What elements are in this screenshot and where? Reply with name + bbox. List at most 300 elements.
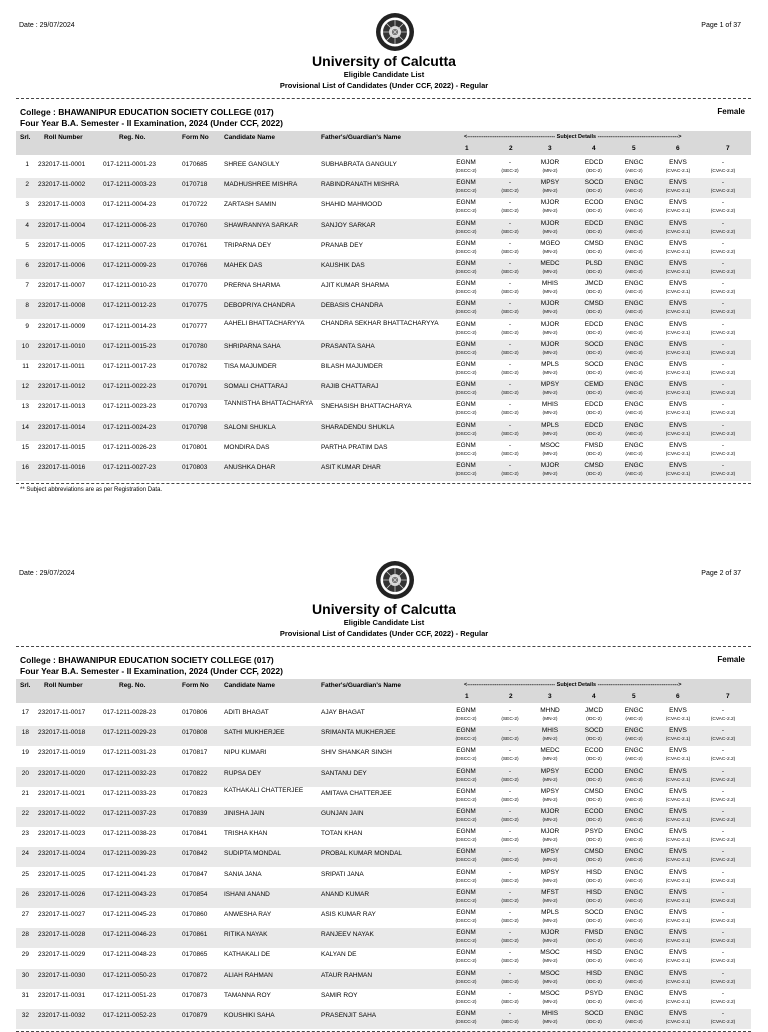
row-form-number: 0170806 xyxy=(182,709,208,716)
row-subject-6: ENVS xyxy=(669,401,687,409)
row-roll-number: 232017-11-0014 xyxy=(38,423,86,431)
row-subject-2-code: (SEC-2) xyxy=(501,411,519,417)
row-srl: 5 xyxy=(25,241,29,249)
col-srl: Srl. xyxy=(20,134,31,141)
row-srl: 7 xyxy=(25,282,29,290)
col-name: Candidate Name xyxy=(224,682,275,689)
row-subject-4: FMSD xyxy=(584,441,604,449)
row-subject-1: EGNM xyxy=(456,868,476,876)
row-roll-number: 232017-11-0029 xyxy=(38,951,86,959)
col-subject-3: 3 xyxy=(548,145,552,152)
row-subject-5-code: (AEC-2) xyxy=(625,959,643,965)
list-title: Eligible Candidate List xyxy=(343,70,425,79)
row-father-name: ATAUR RAHMAN xyxy=(321,971,373,979)
row-subject-7-code: (CVAC-2.2) xyxy=(710,717,736,722)
row-subject-6-code: (CVAC-2.1) xyxy=(665,858,691,864)
row-subject-1-code: (DSCC-2) xyxy=(455,858,477,864)
exam-name: Four Year B.A. Semester - II Examination, 2024 (Under CCF, 2022) xyxy=(20,666,283,676)
page-number: Page 1 of 37 xyxy=(701,22,741,29)
row-reg-number: 017-1211-0003-23 xyxy=(103,181,157,189)
table-row xyxy=(16,969,751,989)
row-subject-5: ENGC xyxy=(624,969,644,977)
row-subject-2-code: (SEC-2) xyxy=(501,169,519,174)
row-subject-7-code: (CVAC-2.2) xyxy=(710,919,736,924)
row-subject-1-code: (DSCC-2) xyxy=(455,270,477,275)
row-subject-6: ENVS xyxy=(669,828,687,836)
row-subject-4: CMSD xyxy=(584,300,604,308)
table-header xyxy=(16,679,751,703)
row-roll-number: 232017-11-0001 xyxy=(38,161,86,168)
row-subject-3: MPLS xyxy=(541,421,559,429)
row-subject-1-code: (DSCC-2) xyxy=(455,371,477,376)
row-subject-5-code: (AEC-2) xyxy=(625,777,643,783)
row-subject-5: ENGC xyxy=(624,300,644,308)
row-father-name: BILASH MAJUMDER xyxy=(321,363,383,370)
row-subject-6: ENVS xyxy=(669,340,687,348)
row-roll-number: 232017-11-0024 xyxy=(38,850,86,858)
row-subject-5: ENGC xyxy=(624,909,644,916)
row-subject-5-code: (AEC-2) xyxy=(625,898,643,904)
row-subject-4: PLSD xyxy=(585,260,603,267)
row-subject-5-code: (AEC-2) xyxy=(625,818,643,823)
col-roll: Roll Number xyxy=(44,682,83,689)
row-subject-7: - xyxy=(721,929,725,937)
row-subject-4: ECOD xyxy=(584,808,604,815)
row-candidate-name: RITIKA NAYAK xyxy=(224,931,268,939)
row-subject-3: MPLS xyxy=(541,909,559,916)
row-subject-5-code: (AEC-2) xyxy=(625,451,643,457)
row-subject-3: MGEO xyxy=(540,239,560,247)
row-subject-5-code: (AEC-2) xyxy=(625,797,643,803)
row-subject-7-code: (CVAC-2.2) xyxy=(710,818,736,823)
row-roll-number: 232017-11-0019 xyxy=(38,749,86,757)
row-candidate-name: SALONI SHUKLA xyxy=(224,423,276,431)
row-srl: 20 xyxy=(21,769,29,777)
row-reg-number: 017-1211-0029-23 xyxy=(103,729,157,737)
col-subject-6: 6 xyxy=(676,693,680,700)
row-roll-number: 232017-11-0013 xyxy=(38,403,86,411)
row-subject-6: ENVS xyxy=(669,787,687,795)
row-subject-1: EGNM xyxy=(456,767,476,775)
row-roll-number: 232017-11-0027 xyxy=(38,911,86,918)
row-subject-4-code: (IDC-2) xyxy=(586,1020,602,1025)
row-form-number: 0170822 xyxy=(182,769,208,777)
row-subject-7: - xyxy=(721,969,725,977)
row-reg-number: 017-1211-0052-23 xyxy=(103,1012,157,1019)
row-candidate-name: KATHAKALI DE xyxy=(224,951,271,959)
row-form-number: 0170798 xyxy=(182,423,208,431)
table-row xyxy=(16,948,751,968)
row-subject-3-code: (MN-2) xyxy=(542,838,558,844)
row-subject-6: ENVS xyxy=(669,989,687,997)
row-subject-2: - xyxy=(508,219,512,227)
row-form-number: 0170801 xyxy=(182,443,208,451)
print-date: Date : 29/07/2024 xyxy=(19,22,75,29)
row-roll-number: 232017-11-0007 xyxy=(38,282,86,290)
page-number: Page 2 of 37 xyxy=(701,570,741,577)
row-father-name: TOTAN KHAN xyxy=(321,830,363,838)
table-row xyxy=(16,299,751,319)
row-subject-1: EGNM xyxy=(456,401,476,409)
row-subject-3: MJOR xyxy=(540,300,560,308)
col-subject-7: 7 xyxy=(726,145,730,152)
col-roll: Roll Number xyxy=(44,134,83,141)
row-subject-2-code: (SEC-2) xyxy=(501,451,519,457)
row-subject-1: EGNM xyxy=(456,949,476,957)
row-subject-2-code: (SEC-2) xyxy=(501,898,519,904)
table-row xyxy=(16,340,751,360)
row-subject-3-code: (MN-2) xyxy=(542,290,558,296)
col-father: Father's/Guardian's Name xyxy=(321,134,402,141)
row-candidate-name: DEBOPRIYA CHANDRA xyxy=(224,302,296,310)
row-subject-7-code: (CVAC-2.2) xyxy=(710,310,736,316)
row-roll-number: 232017-11-0026 xyxy=(38,890,86,898)
row-subject-6-code: (CVAC-2.1) xyxy=(665,818,691,823)
row-subject-3-code: (MN-2) xyxy=(542,371,558,376)
row-subject-2: - xyxy=(508,828,512,836)
row-subject-1-code: (DSCC-2) xyxy=(455,431,477,437)
divider xyxy=(16,483,751,484)
table-row xyxy=(16,279,751,299)
row-subject-7-code: (CVAC-2.2) xyxy=(710,979,736,985)
row-subject-1: EGNM xyxy=(456,340,476,348)
university-name: University of Calcutta xyxy=(312,601,456,617)
row-subject-2-code: (SEC-2) xyxy=(501,757,519,763)
row-subject-7-code: (CVAC-2.2) xyxy=(710,330,736,336)
table-row xyxy=(16,461,751,481)
row-subject-6-code: (CVAC-2.1) xyxy=(665,411,691,417)
table-row xyxy=(16,807,751,827)
row-subject-7-code: (CVAC-2.2) xyxy=(710,939,736,945)
row-subject-7: - xyxy=(721,787,725,795)
table-row xyxy=(16,908,751,928)
row-subject-5-code: (AEC-2) xyxy=(625,371,643,376)
row-father-name: SNEHASISH BHATTACHARYA xyxy=(321,403,412,411)
row-srl: 22 xyxy=(21,810,29,817)
col-subject-2: 2 xyxy=(509,145,513,152)
row-subject-6-code: (CVAC-2.1) xyxy=(665,1020,691,1025)
row-subject-6-code: (CVAC-2.1) xyxy=(665,189,691,195)
row-form-number: 0170793 xyxy=(182,403,208,411)
row-subject-1: EGNM xyxy=(456,909,476,916)
row-subject-4: HISD xyxy=(586,868,602,876)
row-subject-5: ENGC xyxy=(624,747,644,755)
row-subject-4: HISD xyxy=(586,888,602,896)
row-subject-3-code: (MN-2) xyxy=(542,999,558,1005)
row-reg-number: 017-1211-0006-23 xyxy=(103,221,157,229)
row-subject-7: - xyxy=(721,280,725,288)
row-candidate-name: SANIA JANA xyxy=(224,870,262,878)
row-subject-7: - xyxy=(721,260,725,267)
row-subject-4: CEMD xyxy=(584,381,604,389)
row-subject-7-code: (CVAC-2.2) xyxy=(710,371,736,376)
col-subject-7: 7 xyxy=(726,693,730,700)
row-subject-6-code: (CVAC-2.1) xyxy=(665,451,691,457)
row-subject-3: MJOR xyxy=(540,320,560,328)
row-form-number: 0170760 xyxy=(182,221,208,229)
row-subject-5: ENGC xyxy=(624,260,644,267)
row-subject-4: SOCD xyxy=(584,179,604,187)
row-subject-6-code: (CVAC-2.1) xyxy=(665,919,691,924)
row-subject-6-code: (CVAC-2.1) xyxy=(665,757,691,763)
row-subject-3-code: (MN-2) xyxy=(542,898,558,904)
row-roll-number: 232017-11-0005 xyxy=(38,241,86,249)
row-subject-3: MHIS xyxy=(541,727,559,735)
row-form-number: 0170780 xyxy=(182,342,208,350)
row-subject-1: EGNM xyxy=(456,888,476,896)
row-subject-1-code: (DSCC-2) xyxy=(455,898,477,904)
row-subject-3: MSOC xyxy=(540,969,560,977)
row-subject-6: ENVS xyxy=(669,320,687,328)
row-subject-2: - xyxy=(508,767,512,775)
row-subject-5: ENGC xyxy=(624,361,644,368)
row-subject-1-code: (DSCC-2) xyxy=(455,249,477,255)
row-subject-6-code: (CVAC-2.1) xyxy=(665,999,691,1005)
row-subject-2-code: (SEC-2) xyxy=(501,209,519,215)
row-subject-4: CMSD xyxy=(584,462,604,469)
row-srl: 2 xyxy=(25,181,29,189)
row-subject-4-code: (IDC-2) xyxy=(586,939,602,945)
row-candidate-name: ALIAH RAHMAN xyxy=(224,971,273,979)
row-candidate-name: TAMANNA ROY xyxy=(224,991,271,999)
row-subject-4-code: (IDC-2) xyxy=(586,209,602,215)
row-srl: 31 xyxy=(21,991,29,999)
university-seal-icon xyxy=(374,11,416,53)
row-father-name: SHARADENDU SHUKLA xyxy=(321,423,395,431)
row-subject-7: - xyxy=(721,219,725,227)
row-subject-1: EGNM xyxy=(456,787,476,795)
row-subject-6: ENVS xyxy=(669,441,687,449)
row-subject-1-code: (DSCC-2) xyxy=(455,979,477,985)
row-subject-5: ENGC xyxy=(624,828,644,836)
row-subject-3-code: (MN-2) xyxy=(542,979,558,985)
row-subject-4-code: (IDC-2) xyxy=(586,979,602,985)
row-subject-6-code: (CVAC-2.1) xyxy=(665,350,691,356)
row-subject-5: ENGC xyxy=(624,848,644,856)
row-form-number: 0170777 xyxy=(182,322,208,330)
row-subject-6-code: (CVAC-2.1) xyxy=(665,939,691,945)
row-subject-5-code: (AEC-2) xyxy=(625,1020,643,1025)
row-roll-number: 232017-11-0020 xyxy=(38,769,86,777)
row-srl: 30 xyxy=(21,971,29,979)
row-subject-7: - xyxy=(721,747,725,755)
row-subject-2-code: (SEC-2) xyxy=(501,979,519,985)
row-subject-7-code: (CVAC-2.2) xyxy=(710,411,736,417)
row-subject-4: PSYD xyxy=(585,989,603,997)
row-subject-3-code: (MN-2) xyxy=(542,169,558,174)
table-row xyxy=(16,158,751,178)
row-subject-2-code: (SEC-2) xyxy=(501,350,519,356)
row-subject-5-code: (AEC-2) xyxy=(625,878,643,884)
row-subject-3: MPSY xyxy=(540,179,560,187)
row-subject-2: - xyxy=(508,1010,512,1017)
divider xyxy=(16,646,751,647)
row-form-number: 0170782 xyxy=(182,363,208,370)
row-subject-3: MHND xyxy=(540,707,560,714)
row-subject-3: MHIS xyxy=(541,280,559,288)
row-subject-5: ENGC xyxy=(624,159,644,166)
row-subject-5-code: (AEC-2) xyxy=(625,919,643,924)
row-candidate-name: ANUSHKA DHAR xyxy=(224,464,276,471)
row-subject-7: - xyxy=(721,361,725,368)
row-subject-4: HISD xyxy=(586,949,602,957)
table-row xyxy=(16,320,751,340)
row-father-name: SUBHABRATA GANGULY xyxy=(321,161,397,168)
row-subject-4-code: (IDC-2) xyxy=(586,451,602,457)
row-candidate-name: PRERNA SHARMA xyxy=(224,282,281,290)
row-subject-4-code: (IDC-2) xyxy=(586,290,602,296)
row-subject-7: - xyxy=(721,381,725,389)
table-row xyxy=(16,989,751,1009)
row-reg-number: 017-1211-0009-23 xyxy=(103,262,157,269)
row-subject-2-code: (SEC-2) xyxy=(501,797,519,803)
col-reg: Reg. No. xyxy=(119,134,146,141)
row-subject-4: CMSD xyxy=(584,239,604,247)
row-subject-7: - xyxy=(721,462,725,469)
row-subject-3: MPSY xyxy=(540,767,560,775)
row-srl: 4 xyxy=(25,221,29,229)
row-subject-1: EGNM xyxy=(456,462,476,469)
row-father-name: ANAND KUMAR xyxy=(321,890,370,898)
row-subject-1: EGNM xyxy=(456,848,476,856)
row-father-name: GUNJAN JAIN xyxy=(321,810,364,817)
row-candidate-name: SATHI MUKHERJEE xyxy=(224,729,285,737)
row-subject-4-code: (IDC-2) xyxy=(586,797,602,803)
row-subject-5-code: (AEC-2) xyxy=(625,999,643,1005)
row-subject-1: EGNM xyxy=(456,361,476,368)
row-subject-6: ENVS xyxy=(669,747,687,755)
row-subject-2: - xyxy=(508,179,512,187)
row-subject-1-code: (DSCC-2) xyxy=(455,411,477,417)
row-subject-5: ENGC xyxy=(624,340,644,348)
row-subject-3-code: (MN-2) xyxy=(542,391,558,397)
row-subject-1: EGNM xyxy=(456,260,476,267)
row-subject-2-code: (SEC-2) xyxy=(501,717,519,722)
row-srl: 18 xyxy=(21,729,29,737)
row-subject-6-code: (CVAC-2.1) xyxy=(665,717,691,722)
row-subject-2-code: (SEC-2) xyxy=(501,472,519,477)
row-subject-3: MHIS xyxy=(541,401,559,409)
row-reg-number: 017-1211-0017-23 xyxy=(103,363,157,370)
row-srl: 3 xyxy=(25,201,29,209)
row-subject-3: MJOR xyxy=(540,929,560,937)
row-subject-1: EGNM xyxy=(456,280,476,288)
exam-name: Four Year B.A. Semester - II Examination, 2024 (Under CCF, 2022) xyxy=(20,118,283,128)
row-subject-4-code: (IDC-2) xyxy=(586,818,602,823)
row-subject-7-code: (CVAC-2.2) xyxy=(710,451,736,457)
row-father-name: SRIPATI JANA xyxy=(321,870,364,878)
row-subject-5-code: (AEC-2) xyxy=(625,310,643,316)
row-form-number: 0170860 xyxy=(182,911,208,918)
row-subject-2: - xyxy=(508,401,512,409)
row-subject-6: ENVS xyxy=(669,909,687,916)
row-subject-4-code: (IDC-2) xyxy=(586,777,602,783)
row-subject-2-code: (SEC-2) xyxy=(501,371,519,376)
row-subject-7: - xyxy=(721,949,725,957)
row-srl: 13 xyxy=(21,403,29,411)
row-subject-5-code: (AEC-2) xyxy=(625,717,643,722)
row-subject-2: - xyxy=(508,260,512,267)
row-reg-number: 017-1211-0037-23 xyxy=(103,810,157,817)
row-subject-3: MSOC xyxy=(540,949,560,957)
divider xyxy=(16,98,751,99)
row-father-name: PRANAB DEY xyxy=(321,241,363,249)
row-roll-number: 232017-11-0032 xyxy=(38,1012,86,1019)
row-father-name: KAUSHIK DAS xyxy=(321,262,365,269)
row-subject-2: - xyxy=(508,989,512,997)
row-subject-4: CMSD xyxy=(584,848,604,856)
row-father-name: RABINDRANATH MISHRA xyxy=(321,181,399,189)
row-subject-3-code: (MN-2) xyxy=(542,451,558,457)
row-srl: 1 xyxy=(25,161,29,168)
row-subject-4: EDCD xyxy=(584,219,604,227)
row-subject-1: EGNM xyxy=(456,727,476,735)
row-father-name: SRIMANTA MUKHERJEE xyxy=(321,729,396,737)
row-subject-6-code: (CVAC-2.1) xyxy=(665,391,691,397)
row-subject-7: - xyxy=(721,909,725,916)
row-subject-1-code: (DSCC-2) xyxy=(455,391,477,397)
row-subject-4: JMCD xyxy=(584,707,604,714)
row-form-number: 0170839 xyxy=(182,810,208,817)
row-subject-2-code: (SEC-2) xyxy=(501,838,519,844)
row-subject-7: - xyxy=(721,300,725,308)
row-subject-4: SOCD xyxy=(584,361,604,368)
row-subject-4: CMSD xyxy=(584,787,604,795)
row-subject-6-code: (CVAC-2.1) xyxy=(665,290,691,296)
row-subject-6: ENVS xyxy=(669,421,687,429)
row-subject-6-code: (CVAC-2.1) xyxy=(665,229,691,235)
row-srl: 11 xyxy=(22,363,29,370)
row-subject-1-code: (DSCC-2) xyxy=(455,189,477,195)
row-subject-4-code: (IDC-2) xyxy=(586,371,602,376)
row-subject-3: MSOC xyxy=(540,441,560,449)
row-subject-2-code: (SEC-2) xyxy=(501,330,519,336)
row-subject-6: ENVS xyxy=(669,848,687,856)
row-reg-number: 017-1211-0032-23 xyxy=(103,769,157,777)
row-subject-7: - xyxy=(721,727,725,735)
row-candidate-name: TANNISTHA BHATTACHARYA xyxy=(224,400,313,408)
row-subject-5: ENGC xyxy=(624,239,644,247)
row-subject-5: ENGC xyxy=(624,787,644,795)
row-subject-1-code: (DSCC-2) xyxy=(455,472,477,477)
row-subject-1: EGNM xyxy=(456,239,476,247)
row-roll-number: 232017-11-0010 xyxy=(38,342,86,350)
row-subject-3-code: (MN-2) xyxy=(542,229,558,235)
row-candidate-name: MADHUSHREE MISHRA xyxy=(224,181,298,189)
row-subject-6: ENVS xyxy=(669,239,687,247)
row-subject-6: ENVS xyxy=(669,179,687,187)
col-subject-5: 5 xyxy=(632,145,636,152)
row-subject-3: MJOR xyxy=(540,199,560,207)
row-subject-3-code: (MN-2) xyxy=(542,189,558,195)
row-subject-2-code: (SEC-2) xyxy=(501,919,519,924)
row-roll-number: 232017-11-0017 xyxy=(38,709,86,716)
row-subject-7: - xyxy=(721,707,725,714)
row-form-number: 0170770 xyxy=(182,282,208,290)
col-father: Father's/Guardian's Name xyxy=(321,682,402,689)
row-form-number: 0170823 xyxy=(182,789,208,797)
row-subject-6-code: (CVAC-2.1) xyxy=(665,209,691,215)
row-subject-5: ENGC xyxy=(624,808,644,815)
row-subject-2: - xyxy=(508,888,512,896)
row-subject-6-code: (CVAC-2.1) xyxy=(665,310,691,316)
row-subject-1-code: (DSCC-2) xyxy=(455,1020,477,1025)
row-subject-1-code: (DSCC-2) xyxy=(455,229,477,235)
row-subject-7: - xyxy=(721,1010,725,1017)
row-subject-4-code: (IDC-2) xyxy=(586,391,602,397)
row-form-number: 0170861 xyxy=(182,931,208,939)
row-subject-7-code: (CVAC-2.2) xyxy=(710,777,736,783)
